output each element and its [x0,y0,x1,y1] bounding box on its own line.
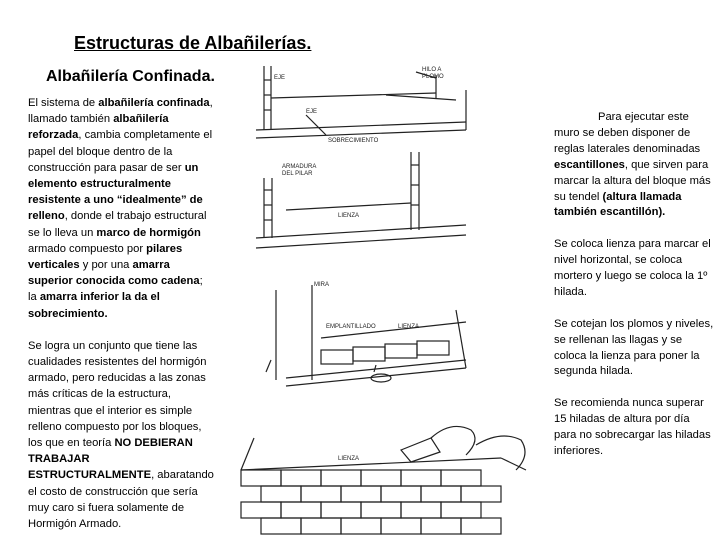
text-segment: ; la [28,275,203,304]
text-segment: , que sirven para marcar la altura del bloque más su tendel [554,158,711,203]
right-paragraph-3: Se cotejan los plomos y niveles, se rellenan las llagas y se coloca la lienza para poner la segunda hilada. [554,317,714,378]
text-segment: armado compuesto por [28,242,147,255]
label-eje-1: EJE [274,75,286,81]
label-eje-2: EJE [306,109,318,115]
label-sobrecimiento: SOBRECIMIENTO [328,138,379,144]
text-segment: (altura llamada también escantillón). [554,190,682,219]
left-paragraph-1 [28,95,214,322]
text-segment: marco de hormigón [96,226,201,239]
label-lienza-3: LIENZA [338,456,360,462]
right-paragraph-4: Se recomienda nunca superar 15 hiladas de altura por día para no sobrecargar las hiladas inferiores. [554,397,711,457]
label-armadura-1: ARMADURA [282,164,317,170]
label-lienza-1: LIENZA [338,213,360,219]
text-segment: un elemento estructuralmente resistente a uno “idealmente” de relleno [28,161,203,223]
text-segment: , donde el trabajo estructural se lo lleva un [28,210,207,239]
text-segment: Para ejecutar este muro se deben disponer de reglas laterales denominadas [554,111,701,155]
right-text-column [554,110,714,476]
label-plomo: PLOMO [422,74,444,80]
label-lienza-2: LIENZA [398,324,420,330]
page-title: Estructuras de Albañilerías. [74,33,312,53]
text-segment: NO DEBIERAN TRABAJAR ESTRUCTURALMENTE [28,437,193,482]
text-segment: , abaratando el costo de construcción que sería muy caro si fuera solamente de Hormigón Armado. [28,469,214,531]
text-segment: Se logra un conjunto que tiene las cualidades resistentes del hormigón armado, pero reducidas a las zonas más críticas de la estructura, mientras que el interior es simple relleno compuesto por los bloques, los que en teoría [28,339,207,450]
text-segment: y por una [79,259,133,272]
label-armadura-2: DEL PILAR [282,171,313,177]
text-segment: pilares verticales [28,242,183,272]
text-segment: amarra inferior la da el sobrecimiento. [28,291,160,320]
masonry-construction-illustrations [226,60,544,540]
label-hilo: HILO A [422,67,442,73]
text-segment: El sistema de [28,97,99,109]
label-mira: MIRA [314,282,329,288]
text-segment: , llamado también [28,97,213,126]
right-paragraph-1 [554,110,714,221]
text-segment: , cambia completamente el papel del bloque dentro de la construcción para pasar de ser [28,129,213,174]
text-segment: amarra superior conocida como cadena [28,259,200,288]
text-segment: escantillones [554,158,625,171]
drawing-first-course [266,285,466,386]
text-segment: albañilería reforzada [28,113,169,142]
right-paragraph-2: Se coloca lienza para marcar el nivel horizontal, se coloca mortero y luego se coloca la 1º hilada. [554,238,711,298]
left-paragraph-2 [28,338,214,532]
left-text-column [28,95,214,548]
section-subtitle: Albañilería Confinada. [46,68,215,85]
drawing-brick-wall [241,426,526,534]
label-emplantillado: EMPLANTILLADO [326,324,376,330]
text-segment: albañilería confinada [98,97,210,109]
